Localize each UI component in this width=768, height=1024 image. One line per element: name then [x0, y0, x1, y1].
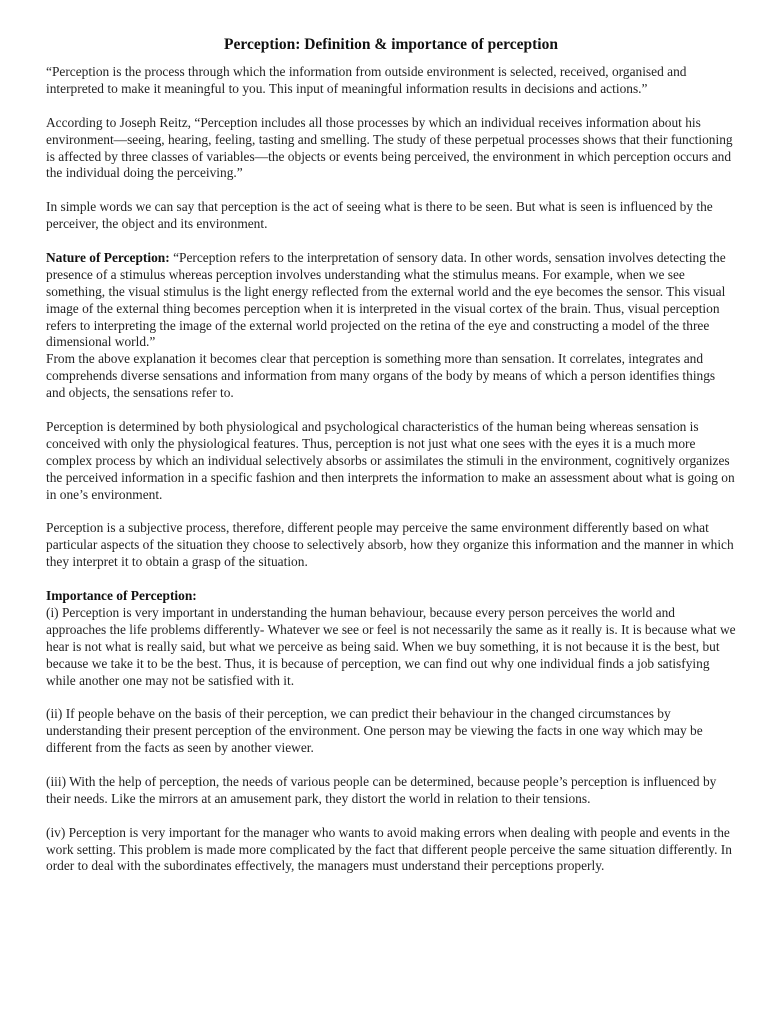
nature-text: “Perception refers to the interpretation of sensory data. In other words, sensation involves detecting the presence of a stimulus whereas perception involves understanding what the stimulus means. For example, when we see something, the visual stimulus is the light energy reflected from the external world and the eye becomes the sensor. This visual image of the external thing becomes perception when it is interpreted in the visual cortex of the brain. Thus, visual perception refers to interpreting the image of the external world projected on the retina of the eye and constructing a model of the three dimensional world.”: [46, 249, 726, 350]
importance-heading: Importance of Perception:: [46, 588, 197, 603]
nature-heading: Nature of Perception:: [46, 249, 170, 265]
reitz-paragraph: According to Joseph Reitz, “Perception includes all those processes by which an individual receives information about his environment—seeing, hearing, feeling, tasting and smelling. The study of these perpetual processes shows that their functioning is affected by three classes of variables—the objects or events being perceived, the environment in which perception occurs and the individual doing the perceiving.”: [46, 114, 733, 181]
definition-paragraph: “Perception is the process through which the information from outside environment is selected, received, organised and interpreted to make it meaningful to you. This input of meaningful information results in decisions and actions.”: [46, 64, 687, 96]
determined-paragraph: Perception is determined by both physiological and psychological characteristics of the human being whereas sensation is conceived with only the physiological features. Thus, perception is not just what one sees with the eyes it is a much more complex process by which an individual selectively absorbs or assimilates the stimuli in the environment, cognitively organizes the perceived information in a specific fashion and then interprets the information to make an assessment about what is going on in one’s environment.: [46, 418, 735, 502]
simple-words-paragraph: In simple words we can say that perception is the act of seeing what is there to be seen. But what is seen is influenced by the perceiver, the object and its environment.: [46, 199, 713, 232]
document-page: [46, 36, 736, 892]
subjective-paragraph: Perception is a subjective process, therefore, different people may perceive the same environment differently based on what particular aspects of the situation they choose to selectively absorb, how they organize this information and the manner in which they interpret it to obtain a grasp of the situation.: [46, 520, 734, 570]
importance-item-1: (i) Perception is very important in understanding the human behaviour, because every person perceives the world and approaches the life problems differently- Whatever we see or feel is not necessarily the same as it really is. It is because what we hear is not what is really said, but what we perceive as being said. When we buy something, it is not because it is the best, but because we take it to be the best. Thus, it is because of perception, we can find out why one individual finds a job satisfying while another one may not be satisfied with it.: [46, 604, 736, 688]
explanation-paragraph: From the above explanation it becomes clear that perception is something more than sensation. It correlates, integrates and comprehends diverse sensations and information from many organs of the body by means of which a person identifies things and objects, the sensations refer to.: [46, 351, 716, 401]
page-title: Perception: Definition & importance of perception: [224, 36, 558, 53]
importance-item-2: (ii) If people behave on the basis of their perception, we can predict their behaviour in the changed circumstances by understanding their present perception of the environment. One person may be viewing the facts in one way which may be different from the facts as seen by another viewer.: [46, 706, 703, 756]
importance-item-3: (iii) With the help of perception, the needs of various people can be determined, because people’s perception is influenced by their needs. Like the mirrors at an amusement park, they distort the world in relation to their tensions.: [46, 773, 717, 806]
nature-paragraph: [46, 250, 736, 351]
importance-item-4: (iv) Perception is very important for the manager who wants to avoid making errors when dealing with people and events in the work setting. This problem is made more complicated by the fact that different people perceive the same situation differently. In order to deal with the subordinates effectively, the managers must understand their perceptions properly.: [46, 824, 732, 874]
